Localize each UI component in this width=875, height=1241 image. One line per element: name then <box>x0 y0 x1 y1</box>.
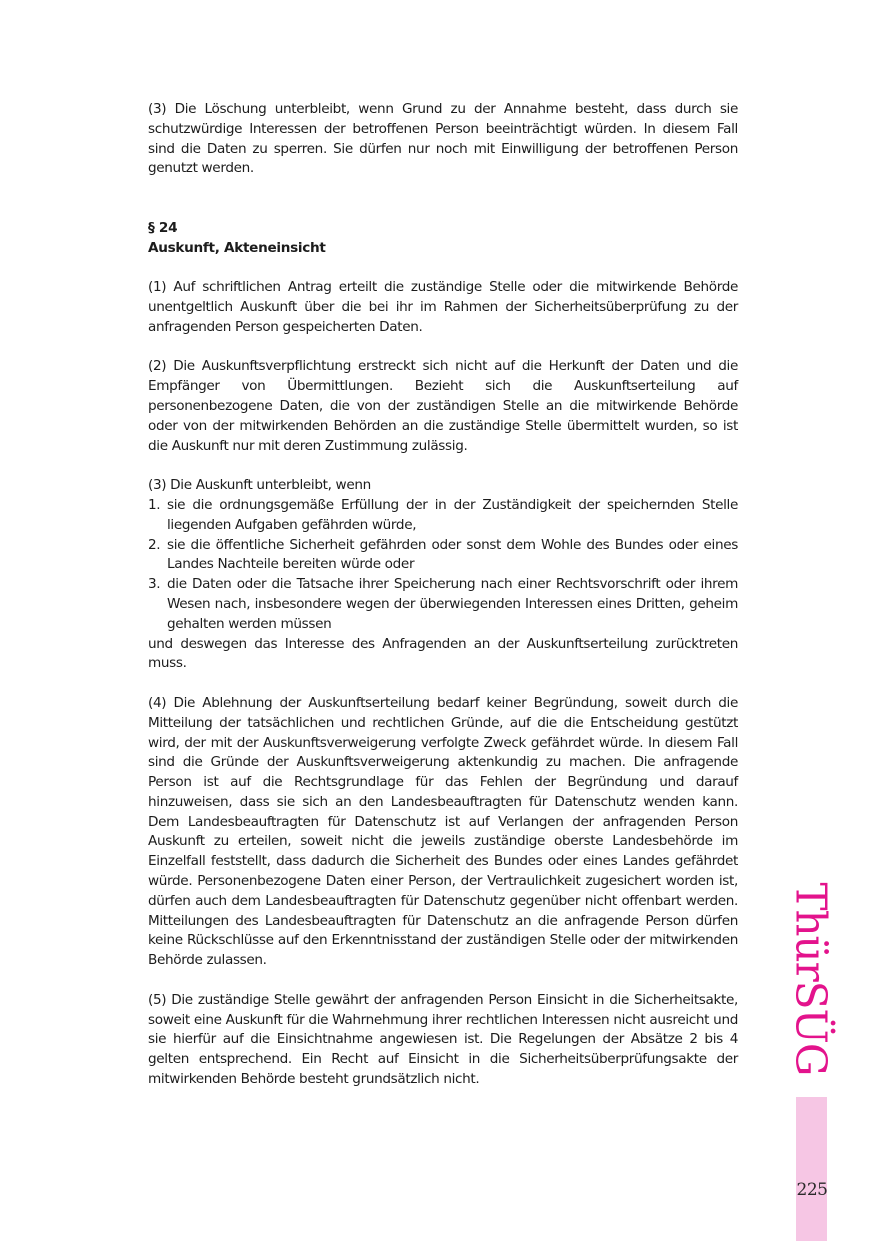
paragraph-3-list <box>148 496 738 635</box>
paragraph-1: (1) Auf schriftlichen Antrag erteilt die zuständige Stelle oder die mitwirkende Behörde unentgeltlich Auskunft über die bei ihr im Rahmen der Sicherheitsüberprüfung zu der anfragenden Person gespeicherten Daten. <box>148 279 738 335</box>
document-body <box>148 100 738 1090</box>
side-title <box>786 882 836 1076</box>
paragraph-3-outro: und deswegen das Interesse des Anfragenden an der Auskunftserteilung zurücktreten muss. <box>148 635 738 672</box>
list-text: die Daten oder die Tatsache ihrer Speicherung nach einer Rechtsvorschrift oder ihrem Wesen nach, insbesondere wegen der überwiegenden Interessen eines Dritten, geheim gehalten werden müssen <box>167 576 738 632</box>
paragraph-23-3: (3) Die Löschung unterbleibt, wenn Grund zu der Annahme besteht, dass durch sie schutzwürdige Interessen der betroffenen Person beeinträchtigt würden. In diesem Fall sind die Daten zu sperren. Sie dürfen nur noch mit Einwilligung der betroffenen Person genutzt werden. <box>148 101 738 177</box>
list-number: 1. <box>148 496 161 513</box>
paragraph-5: (5) Die zuständige Stelle gewährt der anfragenden Person Einsicht in die Sicherheitsakte, soweit eine Auskunft für die Wahrnehmung ihrer rechtlichen Interessen nicht ausreicht und sie hierfür auf die Einsichtnahme angewiesen ist. Die Regelungen der Absätze 2 bis 4 gelten entsprechend. Ein Recht auf Einsicht in die Sicherheitsüberprüfungsakte der mitwirkenden Behörde besteht grundsätzlich nicht. <box>148 991 738 1088</box>
page-number: 225 <box>796 1180 828 1200</box>
paragraph-4: (4) Die Ablehnung der Auskunftserteilung bedarf keiner Begründung, soweit durch die Mitteilung der tatsächlichen und rechtlichen Gründe, auf die die Entscheidung gestützt wird, der mit der Auskunftsverweigerung verfolgte Zweck gefährdet würde. In diesem Fall sind die Gründe der Auskunftsverweigerung aktenkundig zu machen. Die anfragende Person ist auf die Rechtsgrundlage für das Fehlen der Begründung und darauf hinzuweisen, dass sie sich an den Landesbeauftragten für Datenschutz wenden kann. Dem Landesbeauftragten für Datenschutz ist auf Verlangen der anfragenden Person Auskunft zu erteilen, soweit nicht die jeweils zuständige oberste Landesbehörde im Einzelfall feststellt, dass dadurch die Sicherheit des Bundes oder eines Landes gefährdet würde. Personenbezogene Daten einer Person, der Vertraulichkeit zugesichert worden ist, dürfen auch dem Landesbeauftragten für Datenschutz gegenüber nicht offenbart werden. Mitteilungen des Landesbeauftragten für Datenschutz an die anfragende Person dürfen keine Rückschlüsse auf den Erkenntnisstand der zuständigen Stelle oder der mitwirkenden Behörde zulassen. <box>148 694 738 969</box>
section-title: Auskunft, Akteneinsicht <box>148 239 326 256</box>
list-item <box>148 496 738 536</box>
thumb-tab <box>796 1097 827 1241</box>
list-item <box>148 536 738 576</box>
list-text: sie die ordnungsgemäße Erfüllung der in der Zuständigkeit der speichernden Stelle liegenden Aufgaben gefährden würde, <box>167 496 738 533</box>
side-title-text: ThürSÜG <box>786 882 836 1076</box>
list-text: sie die öffentliche Sicherheit gefährden oder sonst dem Wohle des Bundes oder eines Landes Nachteile bereiten würde oder <box>167 536 738 573</box>
paragraph-3-intro: (3) Die Auskunft unterbleibt, wenn <box>148 477 371 494</box>
list-number: 3. <box>148 576 161 593</box>
list-number: 2. <box>148 536 161 553</box>
list-item <box>148 575 738 634</box>
section-number: § 24 <box>148 219 178 236</box>
paragraph-2: (2) Die Auskunftsverpflichtung erstreckt sich nicht auf die Herkunft der Daten und die Empfänger von Übermittlungen. Bezieht sich die Auskunftserteilung auf personenbezogene Daten, die von der zuständigen Stelle an die mitwirkende Behörde oder von der mitwirkenden Behörden an die zuständige Stelle übermittelt wurden, so ist die Auskunft nur mit deren Zustimmung zulässig. <box>148 358 738 454</box>
